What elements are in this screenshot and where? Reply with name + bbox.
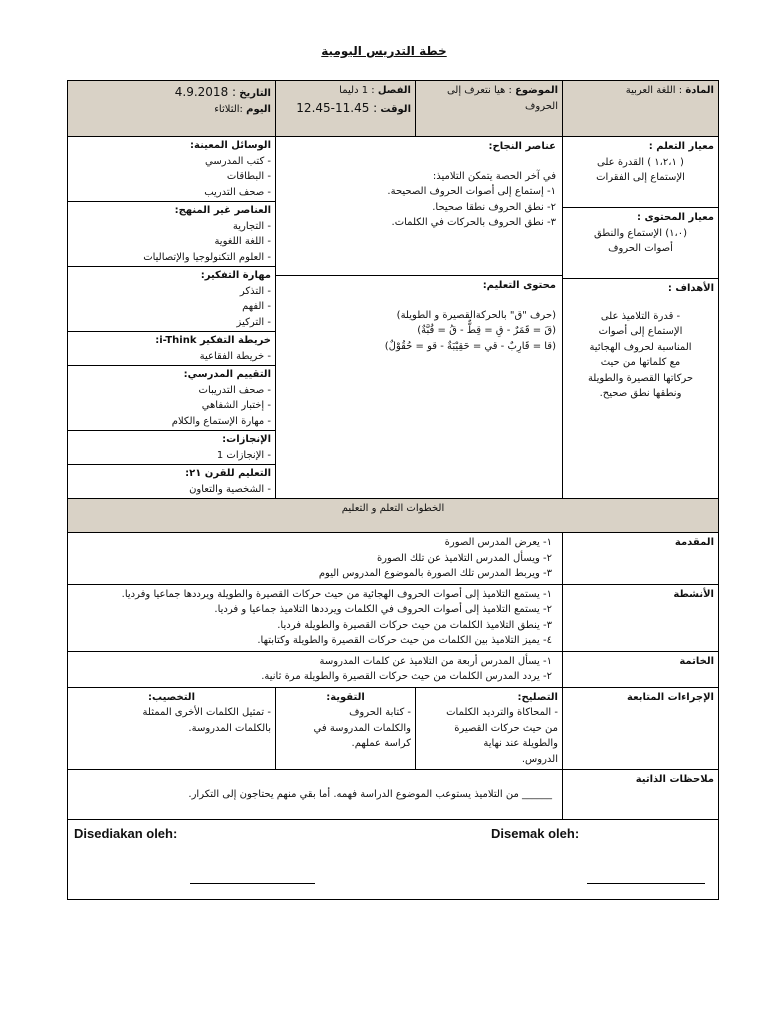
aids-label: الوسائل المعينة: <box>190 140 271 151</box>
assessment-item: - مهارة الإستماع والكلام <box>171 415 271 427</box>
intro-item: ٣- ويربط المدرس تلك الصورة بالموضوع المدروس اليوم <box>318 568 552 579</box>
checked-signature-line <box>587 882 705 884</box>
assessment-item: - صحف التدريبات <box>198 384 271 396</box>
remedial-line: - المحاكاة والترديد الكلمات <box>446 707 558 718</box>
closing-label: الخاتمة <box>563 651 719 687</box>
topic-label: الموضوع <box>515 85 558 96</box>
reflection-content <box>68 770 563 820</box>
teaching-content-line-1: (حرف "ق" بالحركةالقصيرة و الطويلة) <box>396 309 556 321</box>
aids-skills-cell <box>68 137 276 499</box>
date-label: التاريخ <box>239 88 271 99</box>
signature-row <box>68 820 719 900</box>
steps-title-row <box>68 499 719 533</box>
remedial-line: من حيث حركات القصيرة <box>454 722 558 734</box>
success-criteria-block <box>276 137 562 276</box>
prepared-by-label: Disediakan oleh: <box>74 826 178 841</box>
activities-row <box>68 584 719 651</box>
followup-label: الإجراءات المتابعة <box>563 687 719 770</box>
closing-item: ١- يسأل المدرس أربعة من التلاميذ عن كلمات المدروسة <box>319 655 552 667</box>
objectives-line-1: - قدرة التلاميذ على <box>600 310 681 322</box>
reflection-label: ملاحظات الذاتية <box>563 770 719 820</box>
success-criteria-item-3: ٣- نطق الحروف بالحركات في الكلمات. <box>391 217 556 228</box>
content-standard-label: معيار المحتوى : <box>636 212 714 223</box>
prepared-signature-line <box>190 882 315 884</box>
topic-cell <box>416 81 563 137</box>
intro-content <box>68 533 563 585</box>
objectives-label: الأهداف : <box>667 283 714 294</box>
content-standard-line-2: أصوات الحروف <box>608 243 673 254</box>
class-label: الفصل <box>377 85 411 96</box>
success-criteria-item-1: ١- إستماع إلى أصوات الحروف الصحيحة. <box>387 186 556 197</box>
c21-label: التعليم للقرن ٢١: <box>185 468 271 479</box>
aids-item: - البطاقات <box>226 171 271 182</box>
achievements-block <box>68 431 275 465</box>
cross-curricular-item: - اللغة اللغوية <box>214 236 271 247</box>
thinking-skills-item: - التركيز <box>236 316 271 328</box>
signature-cell <box>68 820 719 900</box>
achievements-label: الإنجازات: <box>222 434 271 445</box>
lesson-plan-table <box>67 80 719 900</box>
cross-curricular-item: - العلوم التكنولوجيا والإتصاليات <box>143 251 271 263</box>
closing-row <box>68 651 719 687</box>
closing-item: ٢- يردد المدرس الكلمات من حيث حركات القصيرة والطويلة مرة ثانية. <box>261 671 552 682</box>
content-standard-line-1: (١،٠) الإستماع والنطق <box>593 227 688 239</box>
criteria-content-cell <box>276 137 563 499</box>
activities-content <box>68 584 563 651</box>
learning-standard-line-2: الإستماع إلى الفقرات <box>596 172 685 183</box>
reinforce-label: التقوية: <box>326 691 365 703</box>
content-row <box>68 137 719 499</box>
learning-standard-label: معيار التعلم : <box>648 141 714 152</box>
aids-block <box>68 137 275 202</box>
assessment-item: - إختبار الشفاهي <box>201 400 271 411</box>
day-value: :الثلاثاء <box>214 103 243 115</box>
day-label: اليوم <box>246 103 271 115</box>
reinforce-line: والكلمات المدروسة في <box>313 722 411 734</box>
followup-row <box>68 687 719 770</box>
ithink-item: - خريطة الفقاعية <box>199 350 271 362</box>
enrich-label: التخصيب: <box>148 691 195 703</box>
reflection-text: من التلاميذ يستوعب الموضوع الدراسة فهمه. أما بقي منهم يحتاجون إلى التكرار. <box>188 788 519 800</box>
remedial-cell <box>416 687 563 770</box>
standards-cell <box>563 137 719 499</box>
remedial-label: التصليح: <box>517 691 558 703</box>
reflection-row <box>68 770 719 820</box>
intro-item: ٢- ويسأل المدرس التلاميذ عن تلك الصورة <box>376 552 552 564</box>
page-title: خطة التدريس اليومية <box>321 44 447 58</box>
activities-item: ٢- يستمع التلاميذ إلى أصوات الحروف في الكلمات ويرددها التلاميذ جماعيا و فرديا. <box>214 604 552 615</box>
remedial-line: الدروس. <box>521 753 558 765</box>
thinking-skills-label: مهارة التفكير: <box>200 270 271 281</box>
teaching-content-line-3: (قا = قَارِبٌ - قي = حَقِيْبَةٌ - قو = حُقُوْلٌ) <box>384 340 556 352</box>
subject-cell <box>563 81 719 137</box>
class-time-cell <box>276 81 416 137</box>
ithink-label: خريطة التفكير i-Think: <box>155 335 271 346</box>
reinforce-line: - كتابة الحروف <box>349 707 411 718</box>
activities-label: الأنشطة <box>563 584 719 651</box>
c21-item: - الشخصية والتعاون <box>189 483 271 495</box>
activities-item: ٣- ينطق التلاميذ الكلمات من حيث حركات القصيرة والطويلة فرديا. <box>277 619 552 631</box>
achievements-item: - الإنجازات 1 <box>216 449 271 461</box>
reflection-blank: ______ <box>522 788 552 800</box>
content-standard-block <box>563 208 718 279</box>
closing-content <box>68 651 563 687</box>
intro-item: ١- يعرض المدرس الصورة <box>444 537 552 548</box>
subject-label: المادة <box>685 85 714 96</box>
class-value: : 1 دليما <box>339 85 375 96</box>
header-row <box>68 81 719 137</box>
success-criteria-item-2: ٢- نطق الحروف نطقا صحيحا. <box>432 201 556 213</box>
success-criteria-label: عناصر النجاح: <box>488 141 556 152</box>
assessment-label: التقييم المدرسي: <box>183 369 271 380</box>
ithink-block <box>68 332 275 366</box>
objectives-line-5: حركاتها القصيرة والطويلة <box>587 372 694 384</box>
learning-standard-block <box>563 137 718 208</box>
objectives-block <box>563 279 718 404</box>
cross-curricular-label: العناصر غير المنهج: <box>174 205 271 216</box>
aids-item: - صحف التدريب <box>204 186 271 198</box>
topic-value-2: الحروف <box>525 100 558 112</box>
date-day-cell <box>68 81 276 137</box>
reinforce-line: كراسة عملهم. <box>351 738 411 749</box>
activities-item: ١- يستمع التلاميذ إلى أصوات الحروف الهجائية من حيث حركات القصيرة والطويلة ويرددها جماعيا وفرديا. <box>121 588 552 600</box>
success-criteria-intro: في آخر الحصة يتمكن التلاميذ: <box>432 170 556 182</box>
time-label: الوقت <box>380 103 411 115</box>
subject-value: : اللغة العربية <box>625 85 683 96</box>
objectives-line-2: الإستماع إلى أصوات <box>598 326 683 337</box>
activities-item: ٤- يميز التلاميذ بين الكلمات من حيث حركات القصيرة والطويلة وكتابتها. <box>257 635 552 646</box>
intro-row <box>68 533 719 585</box>
thinking-skills-item: - الفهم <box>242 301 271 312</box>
objectives-line-4: مع كلماتها من حيث <box>600 357 681 368</box>
thinking-skills-block <box>68 267 275 332</box>
time-value: : 11.45-12.45 <box>296 100 378 115</box>
enrich-line: بالكلمات المدروسة. <box>188 722 271 734</box>
thinking-skills-item: - التذكر <box>239 285 271 297</box>
remedial-line: والطويلة عند نهاية <box>483 738 558 749</box>
objectives-line-3: المناسبة لحروف الهجائية <box>589 341 692 353</box>
cross-curricular-item: - التجارية <box>232 220 271 232</box>
reinforce-cell <box>276 687 416 770</box>
date-value: : 4.9.2018 <box>174 85 237 99</box>
assessment-block <box>68 366 275 431</box>
checked-by-label: Disemak oleh: <box>491 826 580 841</box>
cross-curricular-block <box>68 202 275 267</box>
teaching-content-line-2: (قَ = قَمَرٌ - قِ = قِطٌّ - قُ = قُبَّةٌ) <box>417 325 556 336</box>
objectives-line-6: ونطقها نطق صحيح. <box>599 388 682 399</box>
enrich-cell <box>68 687 276 770</box>
c21-block <box>68 465 275 498</box>
intro-label: المقدمة <box>563 533 719 585</box>
learning-standard-line-1: ( ١،٢،١ ) القدرة على <box>597 156 684 168</box>
steps-title: الخطوات التعلم و التعليم <box>68 499 719 533</box>
topic-value: : هيا نتعرف إلى <box>446 85 512 96</box>
teaching-content-label: محتوى التعليم: <box>482 280 556 291</box>
aids-item: - كتب المدرسي <box>205 155 271 167</box>
teaching-content-block <box>276 276 562 356</box>
enrich-line: - تمثيل الكلمات الأخرى الممثلة <box>142 707 271 718</box>
